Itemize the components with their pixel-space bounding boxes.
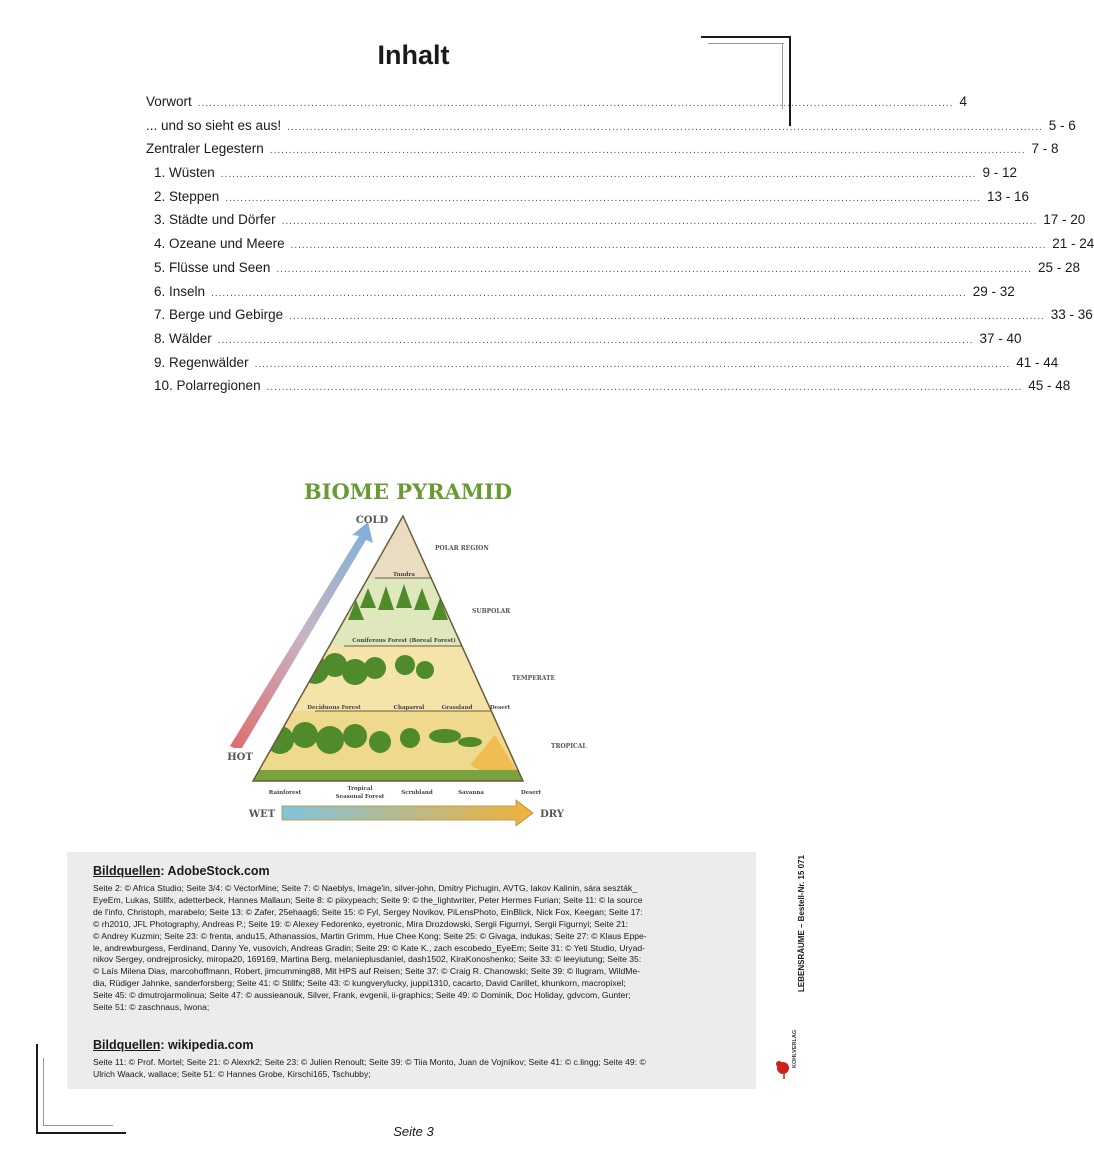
toc-leader-dots: ........................................................................................................................................................................................................ <box>266 382 1023 394</box>
toc-entry-pages: 13 - 16 <box>986 188 1030 204</box>
toc-leader-dots: ........................................................................................................................................................................................................ <box>281 216 1038 228</box>
toc-entry[interactable] <box>146 283 1015 308</box>
toc-entry[interactable] <box>146 354 1059 379</box>
toc-entry[interactable] <box>146 188 1030 213</box>
toc-leader-dots: ........................................................................................................................................................................................................ <box>211 287 967 299</box>
biome-label-deciduous: Deciduous Forest <box>307 705 361 711</box>
corner-frame-top-right <box>701 36 791 38</box>
toc-entry[interactable] <box>146 94 967 118</box>
toc-leader-dots: ........................................................................................................................................................................................................ <box>287 121 1043 133</box>
toc-entry-pages: 9 - 12 <box>982 165 1017 181</box>
hot-label: HOT <box>227 752 253 763</box>
toc-entry-label: 10. Polarregionen <box>154 378 261 394</box>
toc-leader-dots: ........................................................................................................................................................................................................ <box>197 98 954 109</box>
biome-label-grassland: Grassland <box>441 705 473 711</box>
layer-label-polar: POLAR REGION <box>435 545 489 552</box>
toc-entry-pages: 21 - 24 <box>1052 236 1094 252</box>
biome-label-coniferous: Coniferous Forest (Boreal Forest) <box>352 638 456 644</box>
toc-entry[interactable] <box>146 236 1094 260</box>
image-sources-box <box>67 852 756 1089</box>
source-line: dia, Rüdiger Jahnke, sanderforsberg; Seite 41: © Stillfx; Seite 43: © kungverylucky, juppi1310, cacarto, David Carillet, khunkorn, macropixel; <box>93 978 626 989</box>
toc-entry-pages: 17 - 20 <box>1043 212 1086 228</box>
toc-entry-label: 3. Städte und Dörfer <box>154 212 276 228</box>
toc-entry-pages: 7 - 8 <box>1031 141 1059 157</box>
source-line: Seite 11: © Prof. Mortel; Seite 21: © Alexrk2; Seite 23: © Julien Renoult; Seite 39: © Tiia Monto, Juan de Vojníkov; Seite 41: © c.lingg; Seite 49: © <box>93 1057 646 1067</box>
toc-leader-dots: ........................................................................................................................................................................................................ <box>290 240 1047 252</box>
toc-entry-pages: 37 - 40 <box>979 330 1022 346</box>
source-line: nikov Sergey, ondrejprosicky, miropa20, 169169, Martina Berg, melanieplusdaniel, dash1502, KiraKonoshenko; Seite 33: © leeyiutung; Seite 35: <box>93 954 642 965</box>
toc-entry-pages: 5 - 6 <box>1048 117 1076 133</box>
page-title: Inhalt <box>377 40 450 70</box>
toc-leader-dots: ........................................................................................................................................................................................................ <box>254 358 1011 370</box>
corner-frame-bottom-left-inner-vertical <box>43 1058 44 1126</box>
adobe-sources-label: Bildquellen <box>93 864 161 878</box>
toc-entry[interactable] <box>146 330 1022 355</box>
biome-label-rainforest: Rainforest <box>268 790 302 796</box>
corner-frame-bottom-left-vertical <box>36 1044 38 1134</box>
toc-entry-label: 4. Ozeane und Meere <box>154 236 285 252</box>
source-line: © Andrey Kuzmin; Seite 23: © frenta, andu15, Athanassios, Martin Grimm, Hue Chee Kong; Seite 25: © Givaga, indukas; Seite 27: © Klaus Eppe- <box>93 930 647 941</box>
toc-entry-label: ... und so sieht es aus! <box>146 117 282 133</box>
toc-entry-label: 2. Steppen <box>154 188 220 204</box>
biome-label-scrubland: Scrubland <box>401 790 433 796</box>
wiki-sources-text <box>93 1057 723 1081</box>
toc-entry-pages: 4 <box>959 94 967 109</box>
source-line: © rh2010, JFL Photography, Andreas P.; Seite 19: © Alexey Fedorenko, eyetronic, Mira Drozdowski, Sergii Figurnyi, Sergii Figurnyi; Seite 21: <box>93 918 629 929</box>
toc-entry-label: 5. Flüsse und Seen <box>154 259 271 275</box>
source-line: Seite 51: © zaschnaus, Iwona; <box>93 1002 210 1013</box>
toc-entry-pages: 41 - 44 <box>1016 354 1059 370</box>
adobe-sources-text <box>93 883 723 1014</box>
toc-entry[interactable] <box>146 165 1017 189</box>
wiki-sources-site: : wikipedia.com <box>160 1038 254 1052</box>
source-line: Seite 2: © Africa Studio; Seite 3/4: © VectorMine; Seite 7: © Naeblys, Image'in, silver-john, Dmitry Pichugin, AVTG, Iakov Kalinin, sára seszták_ <box>93 883 637 893</box>
toc-entry[interactable] <box>146 212 1086 236</box>
adobe-sources-site: : AdobeStock.com <box>160 864 270 878</box>
toc-leader-dots: ........................................................................................................................................................................................................ <box>225 192 981 204</box>
toc-entry[interactable] <box>146 141 1059 165</box>
biome-label-chaparral: Chaparral <box>393 705 425 711</box>
toc-entry-pages: 25 - 28 <box>1038 259 1081 275</box>
layer-label-tropical: TROPICAL <box>551 743 587 750</box>
wiki-sources-heading <box>93 1038 253 1052</box>
toc-leader-dots: ........................................................................................................................................................................................................ <box>217 334 974 346</box>
toc-entry[interactable] <box>146 378 1071 402</box>
toc-leader-dots: ........................................................................................................................................................................................................ <box>276 263 1032 275</box>
toc-entry-pages: 33 - 36 <box>1050 307 1093 323</box>
toc-entry-label: 9. Regenwälder <box>154 354 249 370</box>
sidebar-order-text: LEBENSRÄUME – Bestell-Nr. 15 071 <box>797 855 806 992</box>
source-line: © Laís Milena Dias, marcohoffmann, Robert, jimcumming88, Mit HPS auf Reisen; Seite 37: © Craig R. Chanowski; Seite 39: © llugram, WildMe- <box>93 966 641 977</box>
dry-label: DRY <box>540 809 564 820</box>
toc-entry-label: 1. Wüsten <box>154 165 215 181</box>
toc-entry-label: Zentraler Legestern <box>146 141 264 157</box>
toc-entry-pages: 45 - 48 <box>1028 378 1071 394</box>
layer-label-temperate: TEMPERATE <box>512 675 556 682</box>
wet-dry-arrow <box>282 800 533 826</box>
adobe-sources-heading <box>93 864 270 878</box>
source-line: Ulrich Waack, wallace; Seite 51: © Hannes Grobe, Kirschi165, Tschubby; <box>93 1068 371 1079</box>
source-line: Seite 45: © dmutrojarmolinua; Seite 47: © aussieanouk, Silver, Frank, evgenii, ii-graphics; Seite 49: © Dominik, Doc Holiday, gdvcom, Gunter; <box>93 990 631 1001</box>
toc-entry[interactable] <box>146 117 1076 142</box>
biome-label-savanna: Savanna <box>458 790 484 796</box>
toc-entry-label: 6. Inseln <box>154 283 206 299</box>
toc-leader-dots: ........................................................................................................................................................................................................ <box>289 311 1045 323</box>
toc-entry-pages: 29 - 32 <box>972 283 1015 299</box>
source-line: de l'info, Christoph, marabelo; Seite 13: © Zafer, 25ehaag6; Seite 15: © Fyl, Sergey Novikov, PiLensPhoto, EinBlick, Nick Fox, Keegan; Seite 17: <box>93 906 643 917</box>
pyramid-title: BIOME PYRAMID <box>303 479 513 504</box>
toc-entry-label: Vorwort <box>146 94 192 109</box>
toc-entry-label: 7. Berge und Gebirge <box>154 307 284 323</box>
toc-entry-label: 8. Wälder <box>154 330 212 346</box>
toc-entry[interactable] <box>146 307 1093 331</box>
biome-pyramid-illustration <box>220 470 600 835</box>
biome-label-desert-temperate: Desert <box>489 705 511 711</box>
cold-label: COLD <box>355 515 389 526</box>
toc-leader-dots: ........................................................................................................................................................................................................ <box>220 169 977 181</box>
biome-label-tropical-seasonal-1: Tropical <box>347 786 373 792</box>
layer-subpolar <box>220 578 600 646</box>
layer-label-subpolar: SUBPOLAR <box>472 608 511 615</box>
source-line: EyeEm, Lukas, Stillfx, adetterbeck, Hannes Mallaun; Seite 8: © piixypeach; Seite 9: © the_lightwriter, Peter Hermes Furian; Seite 11: © la source <box>93 894 643 905</box>
wiki-sources-label: Bildquellen <box>93 1038 161 1052</box>
source-line: le, andrewburgess, Ferdinand, Danny Ye, vusovich, Andreas Gradin; Seite 29: © Kate K., zach escobedo_EyeEm; Seite 31: © Yeti Studio, Uryad- <box>93 942 646 953</box>
wet-label: WET <box>248 809 276 820</box>
biome-label-tundra: Tundra <box>393 572 415 578</box>
layer-polar <box>220 510 600 578</box>
biome-label-tropical-seasonal-2: Seasonal Forest <box>335 794 385 800</box>
biome-label-desert-tropical: Desert <box>520 790 542 796</box>
toc-entry[interactable] <box>146 259 1081 284</box>
page-number: Seite 3 <box>393 1124 434 1139</box>
toc-leader-dots: ........................................................................................................................................................................................................ <box>269 145 1026 157</box>
logo-text: KOHLVERLAG <box>792 1029 798 1068</box>
table-of-contents <box>146 94 1094 402</box>
publisher-logo <box>774 1030 806 1080</box>
